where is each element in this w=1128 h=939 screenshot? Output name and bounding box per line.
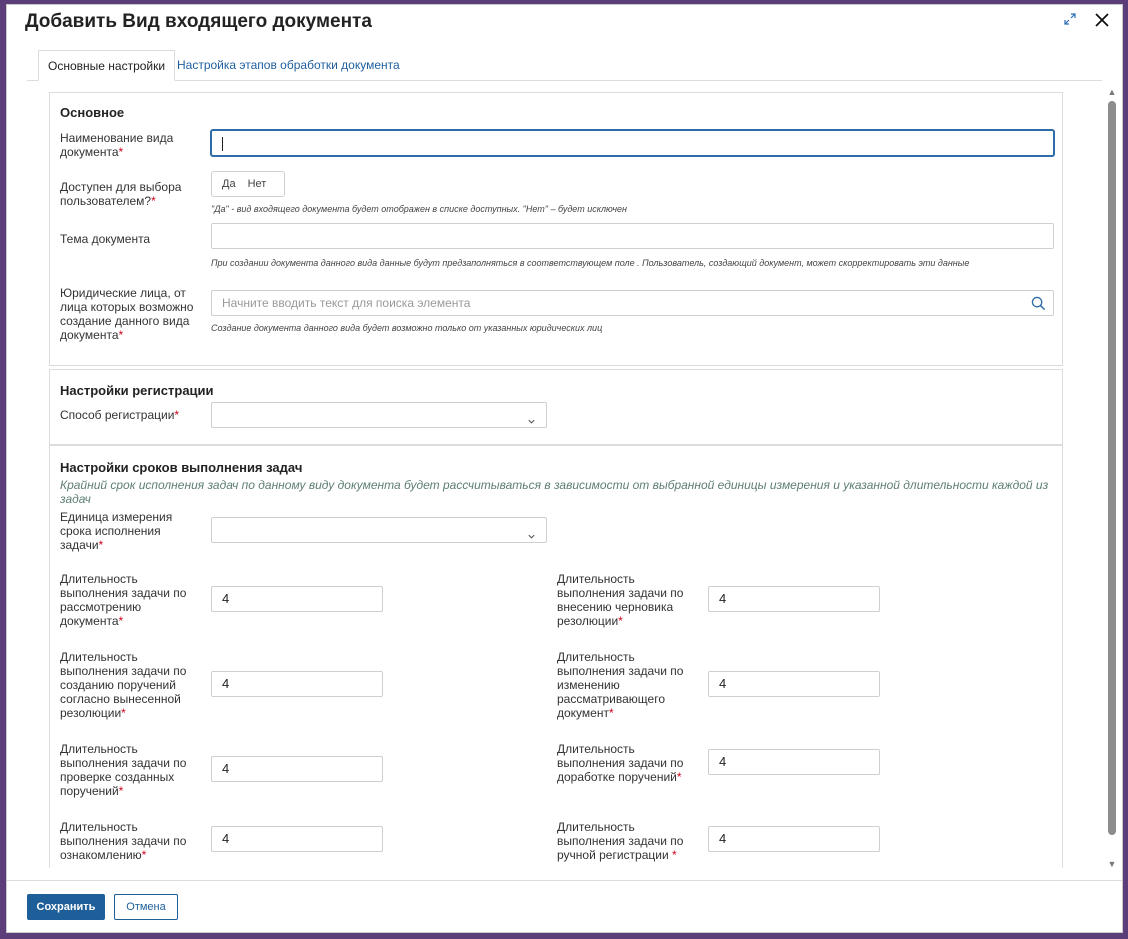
cancel-button[interactable]: Отмена <box>114 894 178 920</box>
tab-bar <box>27 50 1102 81</box>
required-mark: * <box>608 706 614 720</box>
change-reviewer-duration-label: Длительность выполнения задачи по изменению рассматривающего документ* <box>557 650 684 720</box>
check-assignments-duration-label: Длительность выполнения задачи по проверке созданных поручений* <box>60 742 187 798</box>
legal-entities-search-input[interactable] <box>211 290 1054 316</box>
add-document-type-dialog <box>6 4 1123 933</box>
tab-processing-stages[interactable]: Настройка этапов обработки документа <box>177 58 400 72</box>
save-button[interactable]: Сохранить <box>27 894 105 920</box>
legal-entities-label: Юридические лица, от лица которых возможно создание данного вида документа* <box>60 286 194 342</box>
unit-label: Единица измерения срока исполнения задачи* <box>60 510 173 552</box>
search-icon[interactable] <box>1031 295 1047 311</box>
required-mark: * <box>151 194 156 208</box>
available-toggle <box>211 171 285 197</box>
available-no-option[interactable]: Нет <box>247 178 267 190</box>
registration-method-dropdown[interactable] <box>211 402 547 428</box>
close-icon[interactable] <box>1092 9 1112 31</box>
topic-label: Тема документа <box>60 232 151 246</box>
required-mark: * <box>118 328 124 342</box>
document-type-name-input[interactable] <box>211 130 1054 156</box>
section-registration <box>49 369 1063 445</box>
required-mark: * <box>118 784 124 798</box>
required-mark: * <box>618 614 623 628</box>
chevron-down-icon <box>527 410 536 419</box>
scroll-up-icon[interactable]: ▲ <box>1107 87 1117 97</box>
familiarization-duration-input[interactable]: 4 <box>211 826 383 852</box>
scroll-down-icon[interactable]: ▼ <box>1107 859 1117 869</box>
text-cursor <box>222 137 223 151</box>
rework-assignments-duration-label: Длительность выполнения задачи по доработке поручений* <box>557 742 684 784</box>
familiarization-duration-label: Длительность выполнения задачи по ознакомлению* <box>60 820 187 862</box>
legal-entities-placeholder: Начните вводить текст для поиска элемента <box>222 296 471 310</box>
available-yes-option[interactable]: Да <box>222 178 236 190</box>
section-basic <box>49 92 1063 366</box>
name-label: Наименование вида документа* <box>60 131 174 159</box>
section-basic-title: Основное <box>60 105 125 120</box>
dialog-title: Добавить Вид входящего документа <box>25 11 372 32</box>
available-hint: "Да" - вид входящего документа будет отображен в списке доступных. "Нет" – будет исключен <box>211 204 627 214</box>
required-mark: * <box>118 614 124 628</box>
required-mark: * <box>121 706 126 720</box>
topic-hint: При создании документа данного вида данные будут предзаполняться в соответствующем поле . Пользователь, создающий документ, может скорректировать эти данные <box>211 258 970 268</box>
rework-assignments-duration-input[interactable]: 4 <box>708 749 880 775</box>
form-scroll-area <box>27 88 1104 868</box>
draft-resolution-duration-label: Длительность выполнения задачи по внесению черновика резолюции* <box>557 572 684 628</box>
document-topic-input[interactable] <box>211 223 1054 249</box>
manual-registration-duration-label: Длительность выполнения задачи по ручной регистрации * <box>557 820 684 862</box>
manual-registration-duration-input[interactable]: 4 <box>708 826 880 852</box>
required-mark: * <box>118 145 124 159</box>
create-assignments-duration-input[interactable]: 4 <box>211 671 383 697</box>
tab-basic-settings[interactable]: Основные настройки <box>38 50 175 81</box>
check-assignments-duration-input[interactable]: 4 <box>211 756 383 782</box>
dialog-footer <box>7 880 1122 932</box>
section-deadlines-title: Настройки сроков выполнения задач <box>60 460 303 475</box>
available-label: Доступен для выбора пользователем?* <box>60 180 182 208</box>
review-duration-input[interactable]: 4 <box>211 586 383 612</box>
review-duration-label: Длительность выполнения задачи по рассмотрению документа* <box>60 572 187 628</box>
section-deadlines <box>49 445 1063 868</box>
create-assignments-duration-label: Длительность выполнения задачи по созданию поручений согласно вынесенной резолюции* <box>60 650 187 720</box>
change-reviewer-duration-input[interactable]: 4 <box>708 671 880 697</box>
scrollbar-thumb[interactable] <box>1108 101 1116 835</box>
chevron-down-icon <box>527 525 536 534</box>
required-mark: * <box>174 408 180 422</box>
vertical-scrollbar[interactable] <box>1106 87 1118 869</box>
required-mark: * <box>672 848 677 862</box>
legal-entities-hint: Создание документа данного вида будет возможно только от указанных юридических лиц <box>211 323 603 333</box>
section-deadlines-subtitle: Крайний срок исполнения задач по данному виду документа будет рассчитываться в зависимости от выбранной единицы измерения и указанной длительности каждой из задач <box>60 478 1049 506</box>
required-mark: * <box>676 770 682 784</box>
required-mark: * <box>141 848 147 862</box>
draft-resolution-duration-input[interactable]: 4 <box>708 586 880 612</box>
registration-method-label: Способ регистрации* <box>60 408 180 422</box>
unit-dropdown[interactable] <box>211 517 547 543</box>
expand-icon[interactable] <box>1064 13 1078 27</box>
section-registration-title: Настройки регистрации <box>60 383 214 398</box>
required-mark: * <box>98 538 104 552</box>
